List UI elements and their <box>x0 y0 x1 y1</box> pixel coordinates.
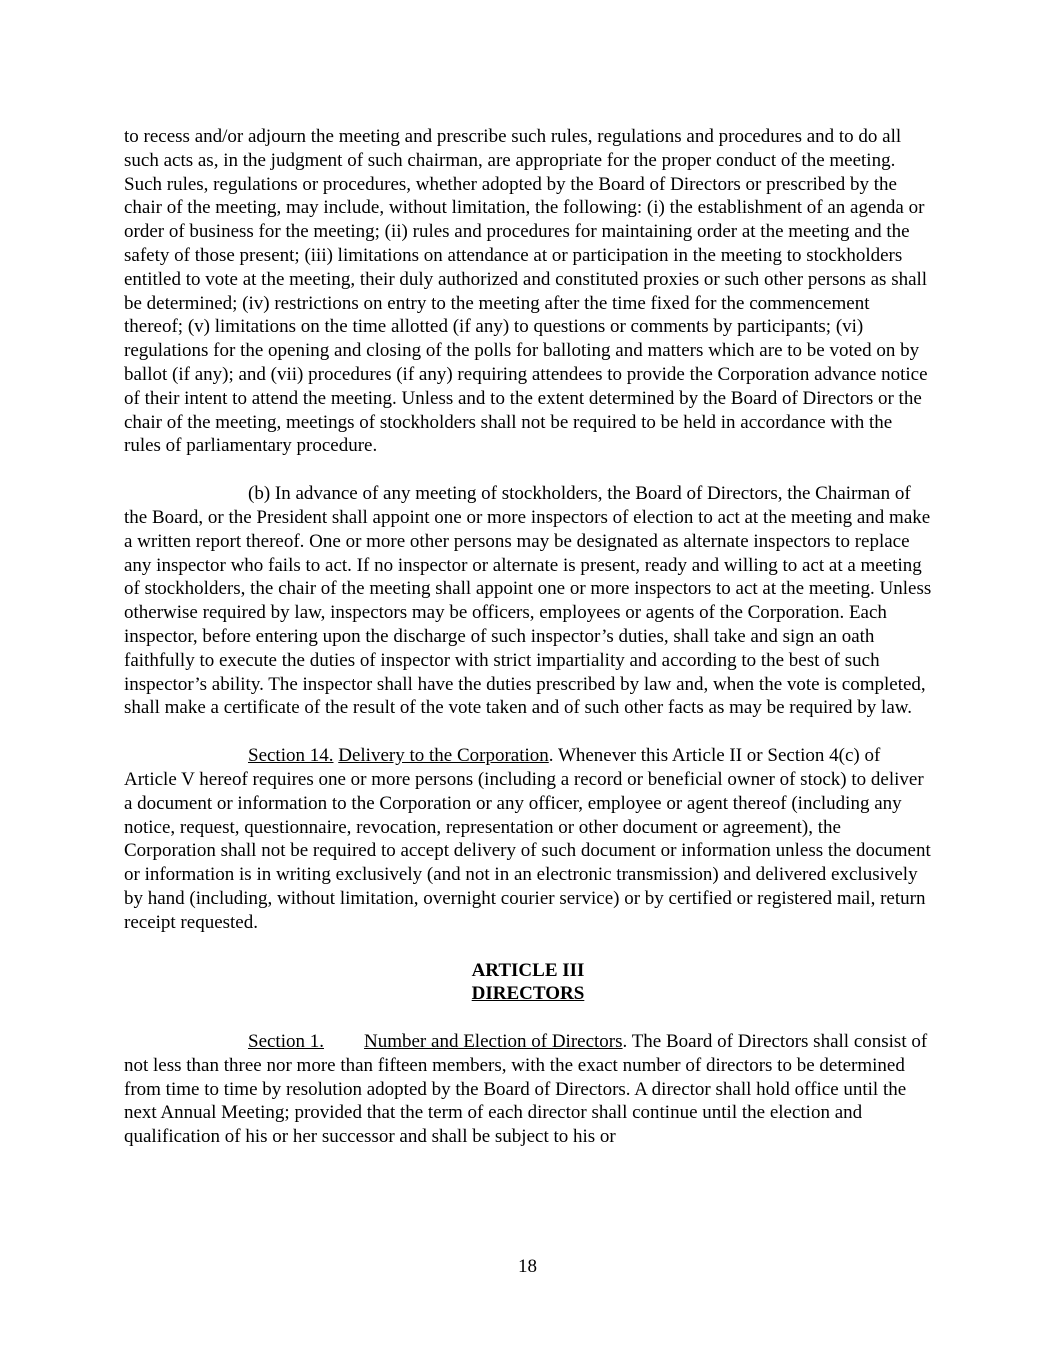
article-title: DIRECTORS <box>471 983 585 1005</box>
paragraph-inspectors <box>124 482 932 720</box>
section-1-body: . The Board of Directors shall consist of not less than three nor more than fifteen members, with the exact number of directors to be determined from time to time by resolution adopted by the Board of Directors. A director shall hold office until the next Annual Meeting; provided that the term of each director shall continue until the election and qualification of his or her successor and shall be subject to his or <box>124 1031 928 1148</box>
article-number: ARTICLE III <box>471 959 585 981</box>
section-1 <box>124 1030 932 1149</box>
section-1-title: Number and Election of Directors <box>364 1031 623 1053</box>
section-14-body: . Whenever this Article II or Section 4(c) of Article V hereof requires one or more persons (including a record or beneficial owner of stock) to deliver a document or information to the Corporation or any officer, employee or agent thereof (including any notice, request, questionnaire, revocation, representation or other document or agreement), the Corporation shall not be required to accept delivery of such document or information unless the document or information is in writing exclusively (and not in an electronic transmission) and delivered exclusively by hand (including, without limitation, overnight courier service) or by certified or registered mail, return receipt requested. <box>124 745 931 933</box>
article-heading <box>124 959 932 1007</box>
section-14-label: Section 14. <box>248 745 334 767</box>
section-14-title: Delivery to the Corporation <box>338 745 549 767</box>
section-14 <box>124 744 932 934</box>
page-number: 18 <box>518 1256 537 1277</box>
section-1-label: Section 1. <box>248 1031 324 1053</box>
paragraph-inspectors-text: (b) In advance of any meeting of stockholders, the Board of Directors, the Chairman of the Board, or the President shall appoint one or more inspectors of election to act at the meeting and make a written report thereof. One or more other persons may be designated as alternate inspectors to replace any inspector who fails to act. If no inspector or alternate is present, ready and willing to act at a meeting of stockholders, the chair of the meeting shall appoint one or more inspectors to act at the meeting. Unless otherwise required by law, inspectors may be officers, employees or agents of the Corporation. Each inspector, before entering upon the discharge of such inspector’s duties, shall take and sign an oath faithfully to execute the duties of inspector with strict impartiality and according to the best of such inspector’s ability. The inspector shall have the duties prescribed by law and, when the vote is completed, shall make a certificate of the result of the vote taken and of such other facts as may be required by law. <box>124 483 932 719</box>
document-page <box>124 125 932 1173</box>
paragraph-meeting-rules: to recess and/or adjourn the meeting and prescribe such rules, regulations and procedures and to do all such acts as, in the judgment of such chairman, are appropriate for the proper conduct of the meeting. Such rules, regulations or procedures, whether adopted by the Board of Directors or prescribed by the chair of the meeting, may include, without limitation, the following: (i) the establishment of an agenda or order of business for the meeting; (ii) rules and procedures for maintaining order at the meeting and the safety of those present; (iii) limitations on attendance at or participation in the meeting to stockholders entitled to vote at the meeting, their duly authorized and constituted proxies or such other persons as shall be determined; (iv) restrictions on entry to the meeting after the time fixed for the commencement thereof; (v) limitations on the time allotted (if any) to questions or comments by participants; (vi) regulations for the opening and closing of the polls for balloting and matters which are to be voted on by ballot (if any); and (vii) procedures (if any) requiring attendees to provide the Corporation advance notice of their intent to attend the meeting. Unless and to the extent determined by the Board of Directors or the chair of the meeting, meetings of stockholders shall not be required to be held in accordance with the rules of parliamentary procedure. <box>124 126 928 457</box>
